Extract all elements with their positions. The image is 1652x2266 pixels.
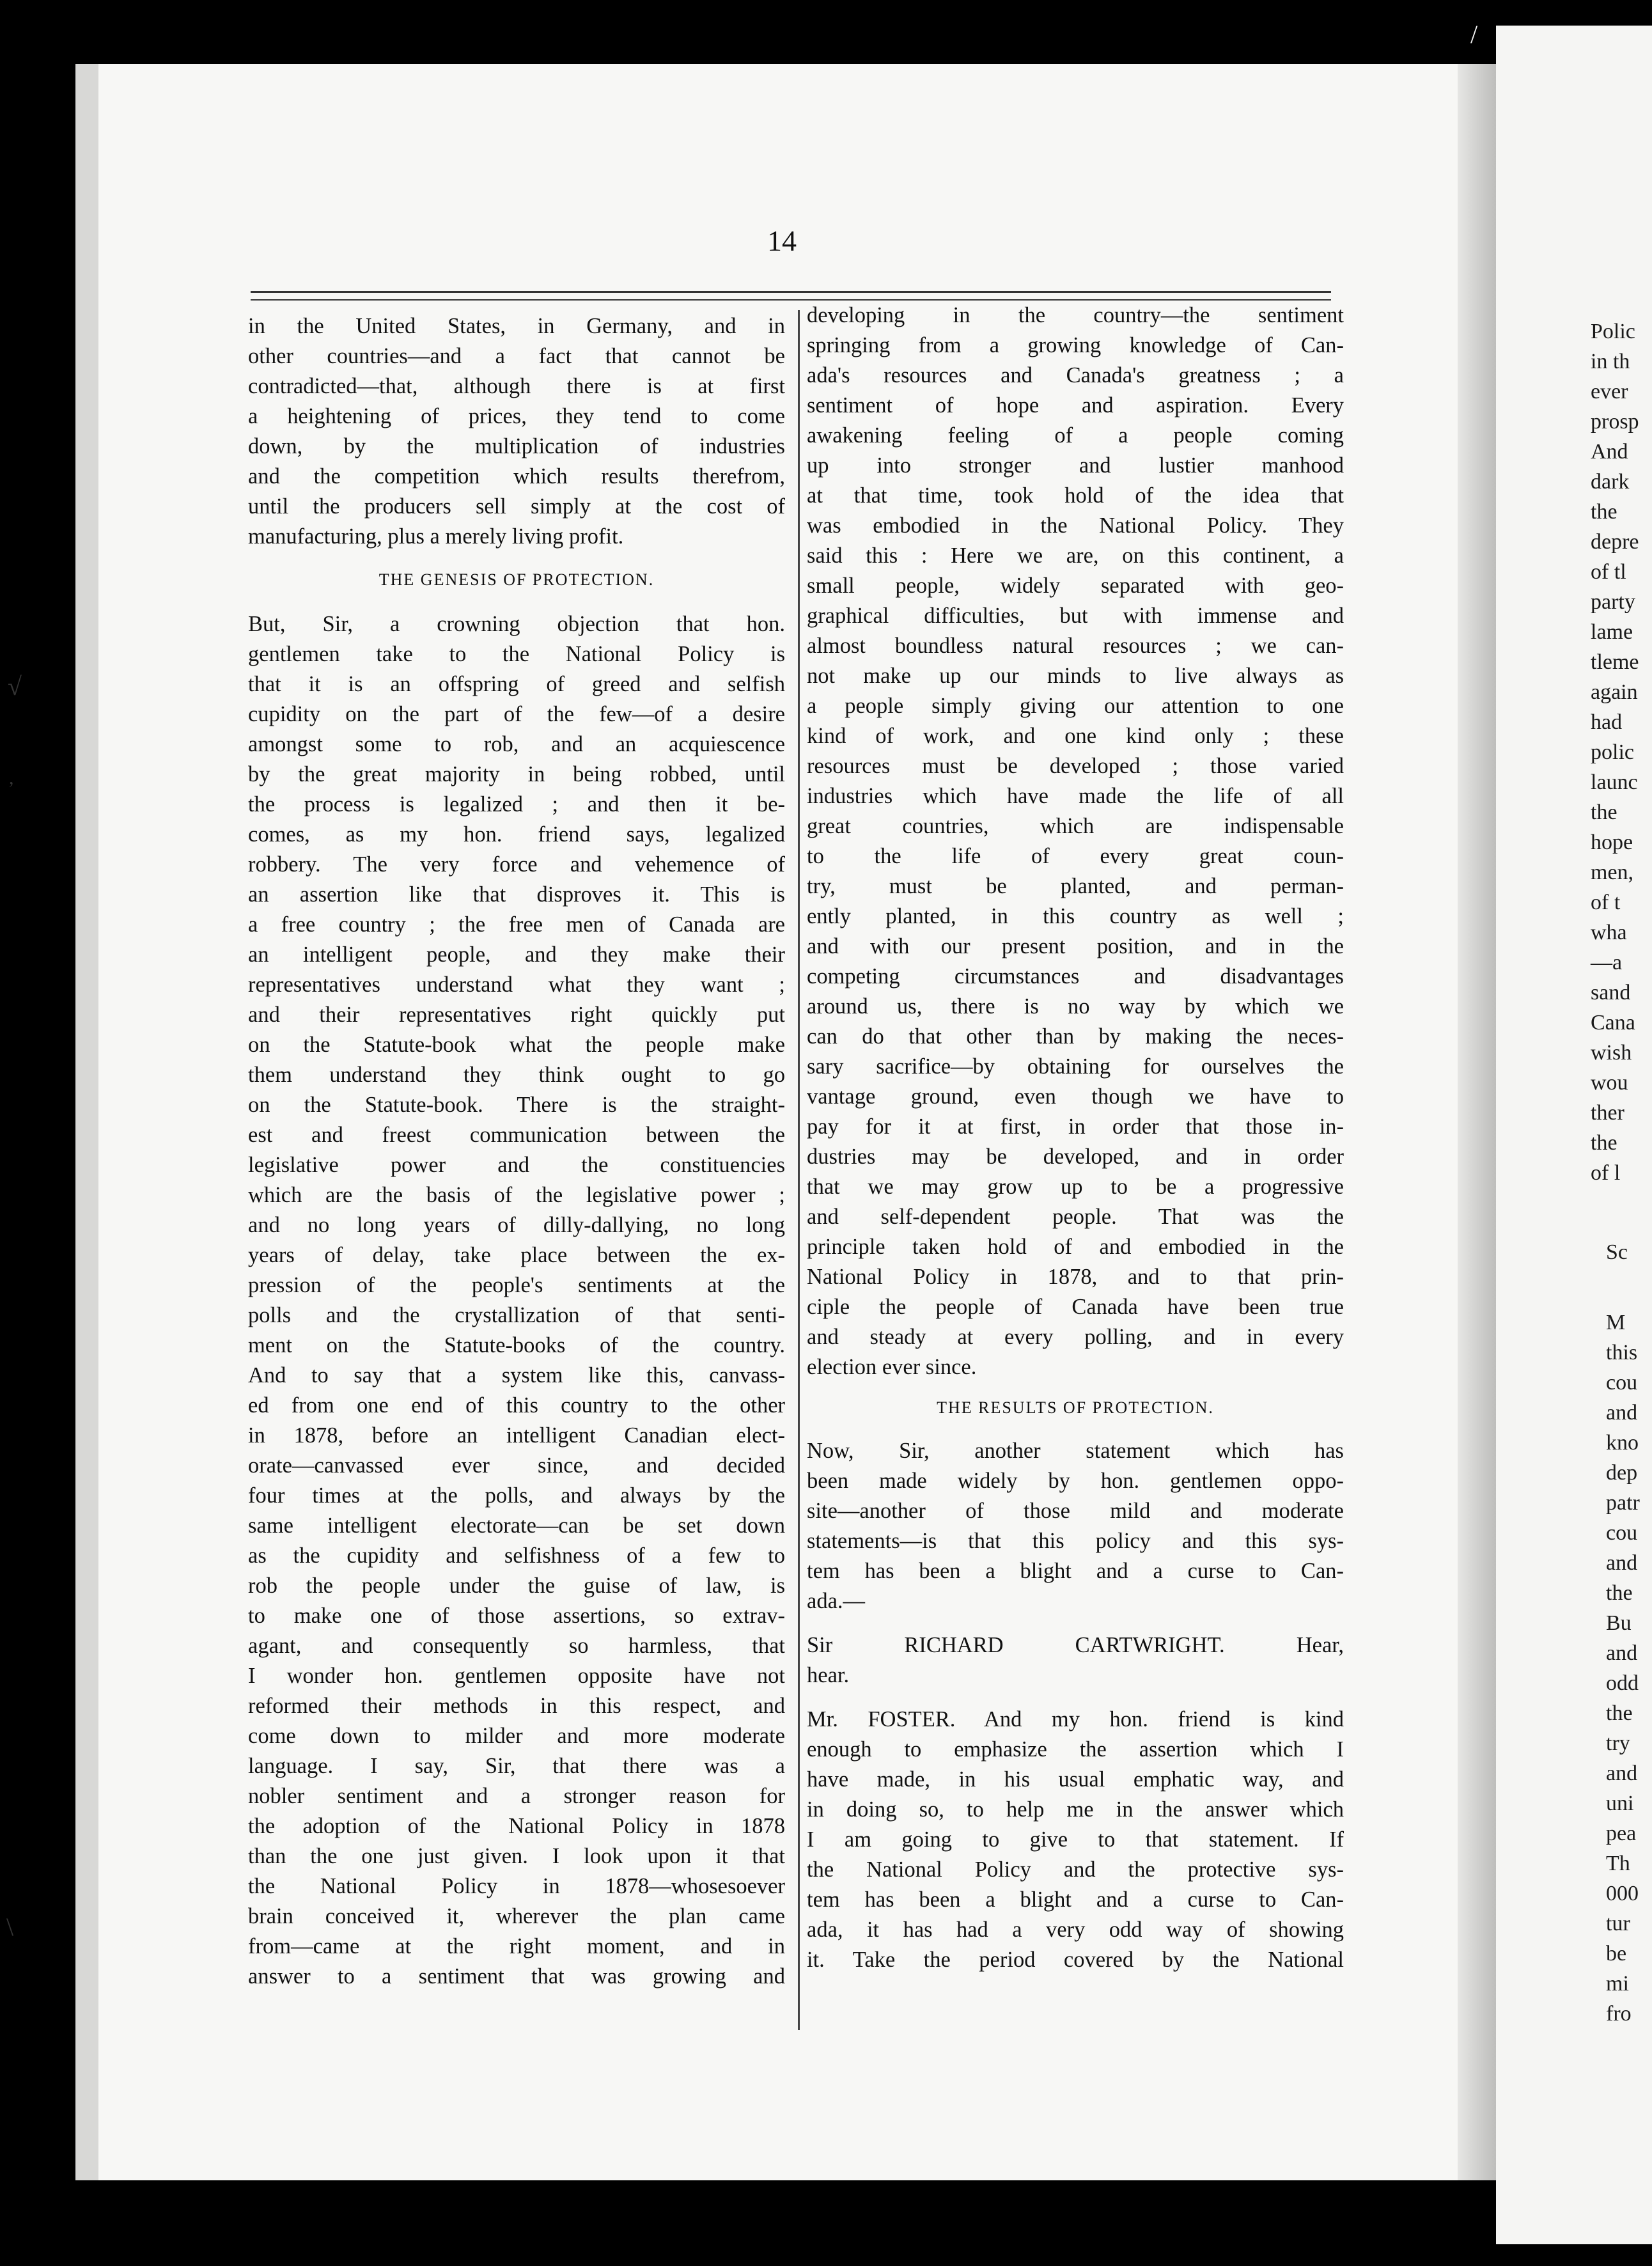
fragment-line: Sc <box>1606 1240 1628 1264</box>
text-line: rob the people under the guise of law, is <box>248 1574 785 1598</box>
text-line: gentlemen take to the National Policy is <box>248 642 785 666</box>
fragment-line: the <box>1606 1581 1633 1605</box>
text-line: was embodied in the National Policy. They <box>807 513 1344 538</box>
text-line: four times at the polls, and always by the <box>248 1483 785 1508</box>
adjacent-page-text-block-3 <box>1606 1308 1652 2029</box>
text-line: other countries—and a fact that cannot be <box>248 344 785 368</box>
text-line: dustries may be developed, and in order <box>807 1145 1344 1169</box>
fragment-line: the <box>1591 500 1617 524</box>
fragment-line: —a <box>1591 951 1623 974</box>
text-line: that it is an offspring of greed and selfish <box>248 672 785 696</box>
text-line: and with our present position, and in the <box>807 934 1344 958</box>
text-line: ed from one end of this country to the other <box>248 1393 785 1418</box>
text-line: principle taken hold of and embodied in the <box>807 1235 1344 1259</box>
text-line: reformed their methods in this respect, and <box>248 1694 785 1718</box>
fragment-line: of l <box>1591 1161 1621 1185</box>
text-line: small people, widely separated with geo- <box>807 574 1344 598</box>
fragment-line: mi <box>1606 1972 1629 1996</box>
text-line: which are the basis of the legislative power ; <box>248 1183 785 1207</box>
text-line: developing in the country—the sentiment <box>807 303 1344 327</box>
text-line: Mr. FOSTER. And my hon. friend is kind <box>807 1707 1344 1731</box>
text-line: awakening feeling of a people coming <box>807 423 1344 448</box>
text-line: come down to milder and more moderate <box>248 1724 785 1748</box>
fragment-line: fro <box>1606 2002 1632 2026</box>
text-line: comes, as my hon. friend says, legalized <box>248 822 785 847</box>
text-line: sary sacrifice—by obtaining for ourselves the <box>807 1054 1344 1079</box>
fragment-line: ther <box>1591 1101 1625 1125</box>
adjacent-page-text-block-2 <box>1606 1237 1652 1267</box>
text-line: an intelligent people, and they make their <box>248 942 785 967</box>
text-line: and no long years of dilly-dallying, no long <box>248 1213 785 1237</box>
fragment-line: in th <box>1591 350 1630 373</box>
text-line: language. I say, Sir, that there was a <box>248 1754 785 1778</box>
text-line: a free country ; the free men of Canada are <box>248 912 785 937</box>
fragment-line: wou <box>1591 1071 1628 1095</box>
column-divider <box>798 310 800 2030</box>
fragment-line: again <box>1591 680 1638 704</box>
fragment-line: launc <box>1591 770 1638 794</box>
text-line: them understand they think ought to go <box>248 1063 785 1087</box>
fragment-line: M <box>1606 1311 1626 1334</box>
text-line: sentiment of hope and aspiration. Every <box>807 393 1344 418</box>
text-line: years of delay, take place between the ex- <box>248 1243 785 1267</box>
text-line: have made, in his usual emphatic way, and <box>807 1767 1344 1792</box>
fragment-line: patr <box>1606 1491 1640 1515</box>
fragment-line: this <box>1606 1341 1638 1364</box>
text-line: that we may grow up to be a progressive <box>807 1175 1344 1199</box>
fragment-line: 000 <box>1606 1882 1639 1905</box>
text-line: down, by the multiplication of industries <box>248 434 785 458</box>
text-line: hear. <box>807 1663 850 1687</box>
fragment-line: men, <box>1591 861 1634 884</box>
fragment-line: Bu <box>1606 1611 1632 1635</box>
text-line: robbery. The very force and vehemence of <box>248 852 785 877</box>
text-line: ciple the people of Canada have been true <box>807 1295 1344 1319</box>
margin-mark: \ <box>6 1912 14 1941</box>
text-line: amongst some to rob, and an acquiescence <box>248 732 785 756</box>
adjacent-page-fragment <box>1496 26 1652 2244</box>
text-line: ment on the Statute-books of the country. <box>248 1333 785 1357</box>
text-line: the National Policy and the protective sys- <box>807 1857 1344 1882</box>
section-heading-genesis: THE GENESIS OF PROTECTION. <box>378 570 655 589</box>
fragment-line: had <box>1591 710 1623 734</box>
fragment-line: And <box>1591 440 1628 464</box>
text-line: competing circumstances and disadvantages <box>807 964 1344 988</box>
text-line: around us, there is no way by which we <box>807 994 1344 1019</box>
text-line: tem has been a blight and a curse to Can- <box>807 1559 1344 1583</box>
text-line: a people simply giving our attention to one <box>807 694 1344 718</box>
fragment-line: and <box>1606 1401 1638 1425</box>
fragment-line: sand <box>1591 981 1631 1004</box>
adjacent-page-text-block-1 <box>1591 316 1652 1188</box>
text-line: graphical difficulties, but with immense and <box>807 604 1344 628</box>
text-line: it. Take the period covered by the National <box>807 1948 1344 1972</box>
text-line: enough to emphasize the assertion which I <box>807 1737 1344 1762</box>
fragment-line: dark <box>1591 470 1630 494</box>
fragment-line: odd <box>1606 1671 1639 1695</box>
fragment-line: polic <box>1591 740 1634 764</box>
right-column-paragraph-continued <box>807 301 1344 1382</box>
text-line: pay for it at first, in order that those in- <box>807 1114 1344 1139</box>
fragment-line: prosp <box>1591 410 1639 434</box>
fragment-line: pea <box>1606 1822 1637 1845</box>
text-line: to the life of every great coun- <box>807 844 1344 868</box>
text-line: until the producers sell simply at the cost of <box>248 494 785 519</box>
text-line: try, must be planted, and perman- <box>807 874 1344 898</box>
header-rule-top <box>251 291 1331 293</box>
fragment-line: the <box>1606 1701 1633 1725</box>
text-line: by the great majority in being robbed, until <box>248 762 785 786</box>
text-line: nobler sentiment and a stronger reason for <box>248 1784 785 1808</box>
fragment-line: lame <box>1591 620 1633 644</box>
fragment-line: try <box>1606 1731 1630 1755</box>
text-line: than the one just given. I look upon it that <box>248 1844 785 1868</box>
text-line: representatives understand what they want ; <box>248 973 785 997</box>
text-line: resources must be developed ; those varied <box>807 754 1344 778</box>
text-line: industries which have made the life of all <box>807 784 1344 808</box>
text-line: a heightening of prices, they tend to come <box>248 404 785 428</box>
fragment-line: Cana <box>1591 1011 1635 1035</box>
fragment-line: cou <box>1606 1371 1638 1395</box>
text-line: I am going to give to that statement. If <box>807 1827 1344 1852</box>
text-line: ently planted, in this country as well ; <box>807 904 1344 928</box>
text-line: up into stronger and lustier manhood <box>807 453 1344 478</box>
fragment-line: Th <box>1606 1852 1630 1875</box>
margin-mark: √ <box>8 672 22 701</box>
text-line: But, Sir, a crowning objection that hon. <box>248 612 785 636</box>
fragment-line: depre <box>1591 530 1639 554</box>
fragment-line: and <box>1606 1762 1638 1785</box>
text-line: legislative power and the constituencies <box>248 1153 785 1177</box>
page-number: 14 <box>767 224 797 257</box>
text-line: the process is legalized ; and then it be- <box>248 792 785 817</box>
text-line: from—came at the right moment, and in <box>248 1934 785 1958</box>
text-line: cupidity on the part of the few—of a desire <box>248 702 785 726</box>
fragment-line: the <box>1591 1131 1617 1155</box>
fragment-line: of tl <box>1591 560 1626 584</box>
text-line: on the Statute-book. There is the straight- <box>248 1093 785 1117</box>
text-line: Sir RICHARD CARTWRIGHT. Hear, <box>807 1633 1344 1657</box>
fragment-line: and <box>1606 1551 1638 1575</box>
text-line: and self-dependent people. That was the <box>807 1205 1344 1229</box>
text-line: ada's resources and Canada's greatness ; a <box>807 363 1344 387</box>
text-line: the National Policy in 1878—whosesoever <box>248 1874 785 1898</box>
text-line: manufacturing, plus a merely living profit. <box>248 524 624 549</box>
text-line: as the cupidity and selfishness of a few to <box>248 1543 785 1568</box>
text-line: site—another of those mild and moderate <box>807 1499 1344 1523</box>
text-line: almost boundless natural resources ; we can- <box>807 634 1344 658</box>
fragment-line: be <box>1606 1942 1627 1965</box>
text-line: the adoption of the National Policy in 1878 <box>248 1814 785 1838</box>
text-line: est and freest communication between the <box>248 1123 785 1147</box>
text-line: election ever since. <box>807 1355 977 1379</box>
text-line: orate—canvassed ever since, and decided <box>248 1453 785 1478</box>
text-line: said this : Here we are, on this continent, a <box>807 543 1344 568</box>
right-column-paragraph-statement <box>807 1436 1344 1616</box>
text-line: tem has been a blight and a curse to Can- <box>807 1887 1344 1912</box>
text-line: on the Statute-book what the people make <box>248 1033 785 1057</box>
speaker-interjection <box>807 1630 1344 1691</box>
text-line: I wonder hon. gentlemen opposite have not <box>248 1664 785 1688</box>
text-line: in the United States, in Germany, and in <box>248 314 785 338</box>
fragment-line: of t <box>1591 891 1621 914</box>
fragment-line: kno <box>1606 1431 1639 1455</box>
text-line: and the competition which results therefrom, <box>248 464 785 488</box>
text-line: statements—is that this policy and this sys- <box>807 1529 1344 1553</box>
text-line: been made widely by hon. gentlemen oppo- <box>807 1469 1344 1493</box>
text-line: contradicted—that, although there is at first <box>248 374 785 398</box>
margin-mark: , <box>9 767 14 788</box>
text-line: springing from a growing knowledge of Can- <box>807 333 1344 357</box>
text-line: and steady at every polling, and in every <box>807 1325 1344 1349</box>
fragment-line: wha <box>1591 921 1627 944</box>
fragment-line: and <box>1606 1641 1638 1665</box>
fragment-line: party <box>1591 590 1635 614</box>
text-line: answer to a sentiment that was growing and <box>248 1964 785 1989</box>
right-column-paragraph-foster <box>807 1705 1344 1975</box>
text-line: ada.— <box>807 1589 866 1613</box>
fragment-line: the <box>1591 801 1617 824</box>
text-line: at that time, took hold of the idea that <box>807 483 1344 508</box>
text-line: an assertion like that disproves it. This is <box>248 882 785 907</box>
text-line: ada, it has had a very odd way of showing <box>807 1918 1344 1942</box>
right-text-column <box>807 301 1344 1975</box>
text-line: pression of the people's sentiments at the <box>248 1273 785 1297</box>
text-line: brain conceived it, wherever the plan came <box>248 1904 785 1928</box>
left-text-column <box>248 311 785 1992</box>
fragment-line: hope <box>1591 831 1633 854</box>
margin-mark: / <box>1470 20 1478 49</box>
text-line: not make up our minds to live always as <box>807 664 1344 688</box>
text-line: kind of work, and one kind only ; these <box>807 724 1344 748</box>
page-edge-shadow <box>1458 64 1496 2180</box>
text-line: great countries, which are indispensable <box>807 814 1344 838</box>
text-line: vantage ground, even though we have to <box>807 1084 1344 1109</box>
fragment-line: ever <box>1591 380 1628 403</box>
text-line: polls and the crystallization of that senti- <box>248 1303 785 1327</box>
fragment-line: Polic <box>1591 320 1635 343</box>
text-line: can do that other than by making the neces- <box>807 1024 1344 1049</box>
text-line: in 1878, before an intelligent Canadian elect- <box>248 1423 785 1448</box>
left-column-paragraph-genesis <box>248 609 785 1992</box>
text-line: National Policy in 1878, and to that prin- <box>807 1265 1344 1289</box>
text-line: Now, Sir, another statement which has <box>807 1439 1344 1463</box>
fragment-line: uni <box>1606 1792 1634 1815</box>
text-line: And to say that a system like this, canvass- <box>248 1363 785 1387</box>
fragment-line: tleme <box>1591 650 1639 674</box>
section-heading-results: THE RESULTS OF PROTECTION. <box>937 1398 1214 1417</box>
text-line: agant, and consequently so harmless, that <box>248 1634 785 1658</box>
fragment-line: wish <box>1591 1041 1632 1065</box>
text-line: to make one of those assertions, so extrav- <box>248 1604 785 1628</box>
fragment-line: cou <box>1606 1521 1638 1545</box>
text-line: same intelligent electorate—can be set down <box>248 1513 785 1538</box>
fragment-line: dep <box>1606 1461 1638 1485</box>
text-line: and their representatives right quickly put <box>248 1003 785 1027</box>
fragment-line: tur <box>1606 1912 1630 1935</box>
left-column-paragraph-continued <box>248 311 785 552</box>
text-line: in doing so, to help me in the answer which <box>807 1797 1344 1822</box>
